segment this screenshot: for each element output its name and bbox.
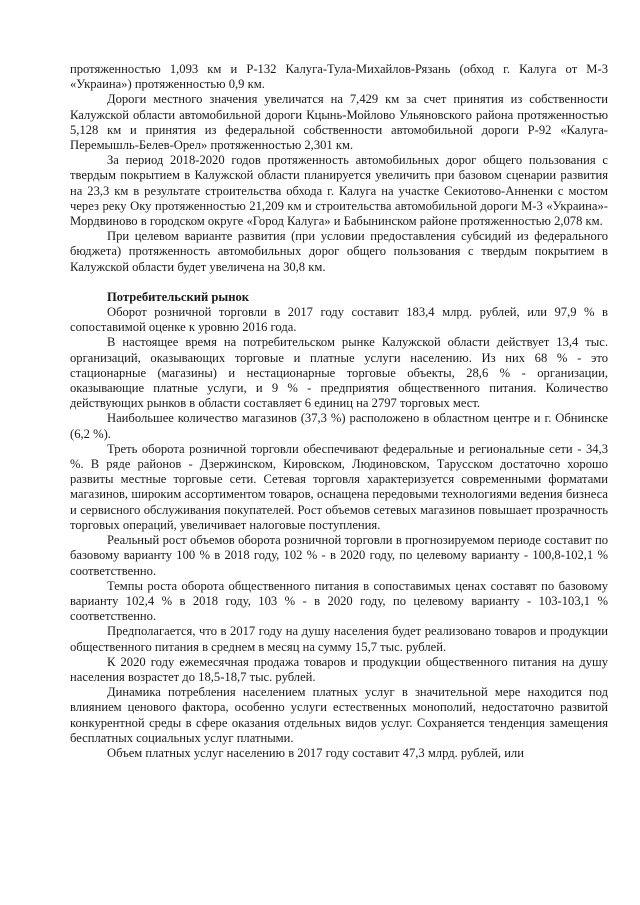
paragraph-retail-networks: Треть оборота розничной торговли обеспечивают федеральные и региональные сети - 34,3 %. В ряде районов - Дзержинском, Кировском, Людиновском, Тарусском достаточно хорошо развиты местные торговые сети. Сетевая торговля характеризуется современными форматами магазинов, широким ассортиментом товаров, оснащена передовыми технологиями ведения бизнеса и сервисного обслуживания покупателей. Рост объемов сетевых магазинов повышает прозрачность торговых операций, увеличивает налоговые поступления. bbox=[70, 441, 608, 532]
document-page bbox=[70, 62, 608, 761]
paragraph-paid-services-volume: Объем платных услуг населению в 2017 году составит 47,3 млрд. рублей, или bbox=[107, 745, 524, 760]
paragraph-per-capita-2017: Предполагается, что в 2017 году на душу населения будет реализовано товаров и продукции общественного питания в среднем в месяц на сумму 15,7 тыс. рублей. bbox=[70, 624, 608, 654]
paragraph-retail-growth: Реальный рост объемов оборота розничной торговли в прогнозируемом периоде составит по базовому варианту 100 % в 2018 году, 102 % - в 2020 году, по целевому варианту - 100,8-102,1 % соответственно. bbox=[70, 533, 608, 578]
paragraph-local-roads: Дороги местного значения увеличатся на 7,429 км за счет принятия из собственности Калужской области автомобильной дороги Кцынь-Мойлово Ульяновского района протяженностью 5,128 км и принятия из федеральной собственности автомобильной дороги Р-92 «Калуга-Перемышль-Белев-Орел» протяженностью 2,301 км. bbox=[70, 92, 608, 153]
paragraph-catering-growth: Темпы роста оборота общественного питания в сопоставимых ценах составят по базовому варианту 102,4 % в 2018 году, 103 % - в 2020 году, по целевому варианту - 103-103,1 % соответственно. bbox=[70, 578, 608, 624]
paragraph-organizations: В настоящее время на потребительском рынке Калужской области действует 13,4 тыс. организаций, оказывающих торговые и платные услуги населению. Из них 68 % - это стационарные (магазины) и нестационарные торговые объекты, 28,6 % - организации, оказывающие платные услуги, и 9 % - предприятия общественного питания. Количество действующих рынков в области составляет 6 единиц на 2797 торговых мест. bbox=[70, 335, 608, 411]
section-heading-consumer-market: Потребительский рынок bbox=[107, 289, 250, 304]
paragraph-retail-turnover: Оборот розничной торговли в 2017 году составит 183,4 млрд. рублей, или 97,9 % в сопоставимой оценке к уровню 2016 года. bbox=[70, 305, 608, 335]
paragraph-per-capita-2020: К 2020 году ежемесячная продажа товаров и продукции общественного питания на душу населения возрастет до 18,5-18,7 тыс. рублей. bbox=[70, 654, 608, 684]
paragraph-roads-target: При целевом варианте развития (при условии предоставления субсидий из федерального бюджета) протяженность автомобильных дорог общего пользования с твердым покрытием в Калужской области будет увеличена на 30,8 км. bbox=[70, 229, 608, 274]
paragraph-paid-services-dynamics: Динамика потребления населением платных услуг в значительной мере находится под влиянием ценового фактора, особенно услуги естественных монополий, недостаточно развитой конкурентной среды в сфере оказания отдельных видов услуг. Сохраняется тенденция замещения бесплатных социальных услуг платными. bbox=[70, 685, 608, 745]
paragraph-roads-2018-2020: За период 2018-2020 годов протяженность автомобильных дорог общего пользования с твердым покрытием в Калужской области планируется увеличить при базовом сценарии развития на 23,3 км в результате строительства обхода г. Калуга на участке Секиотово-Анненки с мостом через реку Оку протяженностью 21,209 км и строительства автомобильной дороги М-3 «Украина»-Мордвиново в городском округе «Город Калуга» и Бабынинском районе протяженностью 2,078 км. bbox=[70, 153, 608, 229]
paragraph-roads-continuation: протяженностью 1,093 км и Р-132 Калуга-Тула-Михайлов-Рязань (обход г. Калуга от М-3 «Украина») протяженностью 0,9 км. bbox=[70, 62, 608, 92]
paragraph-shops-share: Наибольшее количество магазинов (37,3 %) расположено в областном центре и г. Обнинске (6,2 %). bbox=[70, 411, 608, 441]
